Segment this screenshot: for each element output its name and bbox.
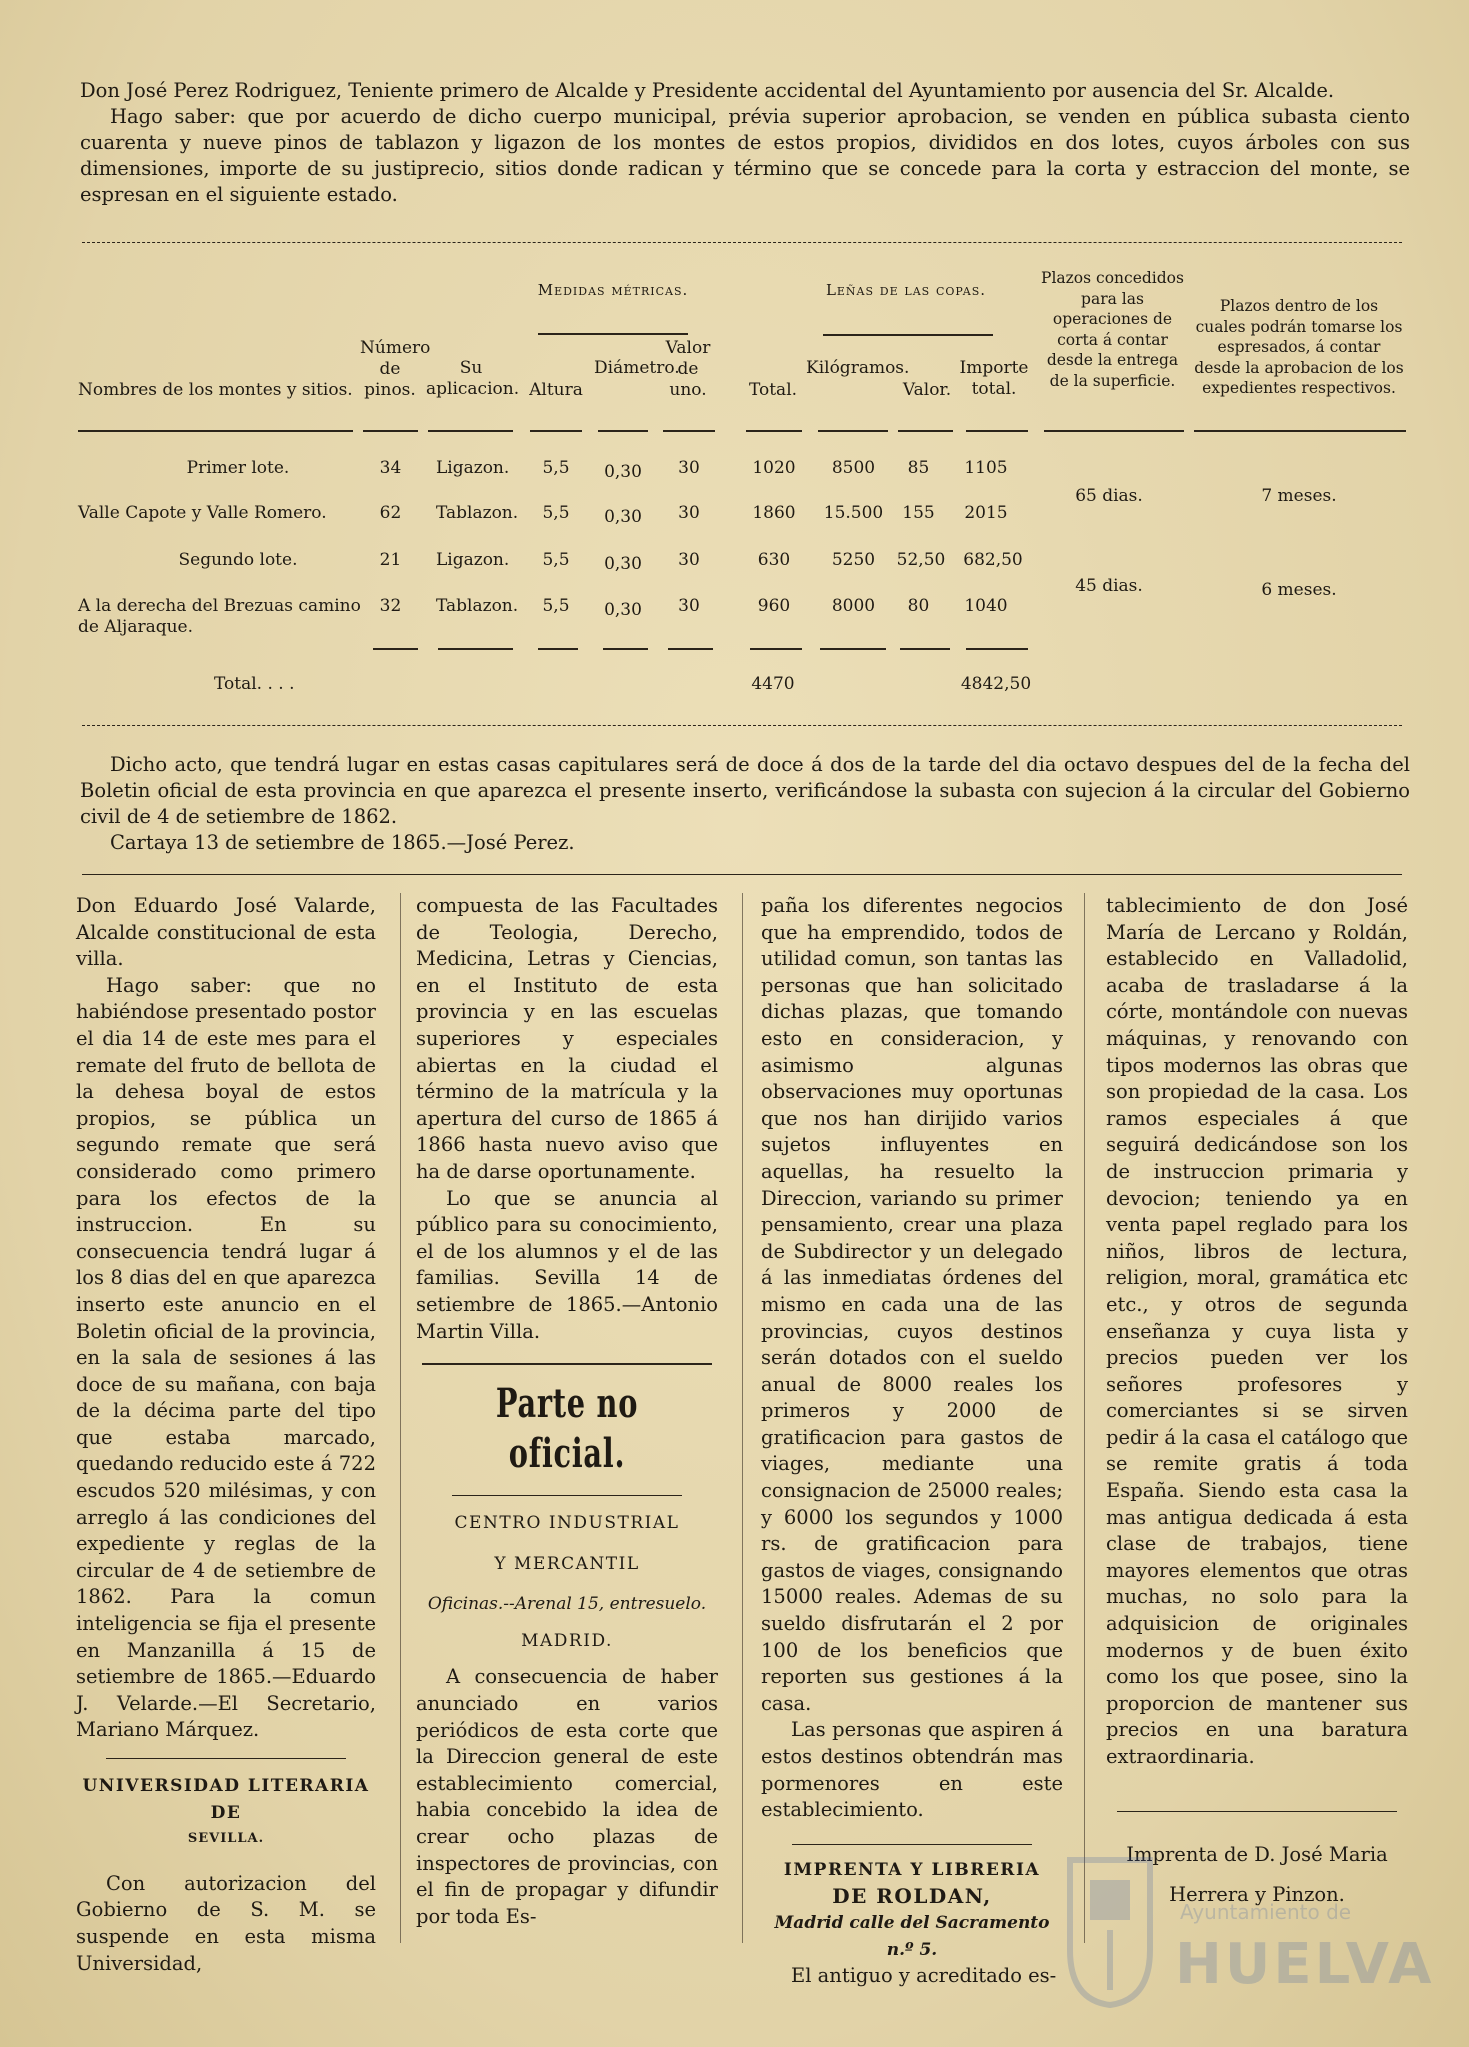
col3-paragraph3: El antiguo y acreditado es- <box>791 1964 1057 1988</box>
table-top-rule <box>82 242 1402 243</box>
row1-total: 1020 <box>752 458 796 478</box>
row1-diam: 0,30 <box>604 462 642 482</box>
huelva-watermark <box>1060 1850 1435 2020</box>
notice-title: Don José Perez Rodriguez, Teniente primero de Alcalde y Presidente accidental del Ayuntamiento por ausencia del Sr. Alcalde. <box>80 79 1335 102</box>
col3-roldan: DE ROLDAN, <box>832 1884 992 1909</box>
col2-paragraph3: A consecuencia de haber anunciado en varios periódicos de esta corte que la Direccion general de este establecimiento comercial, habia concebido la idea de crear ocho plazas de inspectores de provincias, con el fin de propagar y difundir por toda Es- <box>416 1665 718 1928</box>
row3-kg: 5250 <box>831 550 876 570</box>
row3-total: 630 <box>757 550 791 570</box>
hdr-plazos-corta: Plazos concedidos para las operaciones de corta á contar desde la entrega de la superficie. <box>1041 269 1184 390</box>
sum-rule <box>538 648 578 650</box>
lote2-plazo-corta: 45 dias. <box>1075 576 1143 596</box>
sum-rule <box>820 648 886 650</box>
row2-num: 62 <box>379 503 402 523</box>
after-table-notice <box>80 752 1410 856</box>
row2-total: 1860 <box>752 503 796 523</box>
hdr-aplicacion: Su aplicacion. <box>426 358 520 399</box>
hdr-valor-uno: Valor de uno. <box>665 338 711 400</box>
row3-apl: Ligazon. <box>436 550 510 570</box>
row1-val: 30 <box>678 458 700 478</box>
hdr-kilogramos: Kilógramos. <box>806 358 910 378</box>
hdr-underline <box>428 430 513 432</box>
row3-nombre: Segundo lote. <box>178 550 298 570</box>
row2-apl: Tablazon. <box>436 503 519 523</box>
row2-kg: 15.500 <box>823 503 884 523</box>
row3-alt: 5,5 <box>542 550 570 570</box>
row4-val: 30 <box>678 596 700 616</box>
row3-num: 21 <box>379 550 402 570</box>
watermark-small-text: Ayuntamiento de <box>1180 1900 1352 1924</box>
col4-imprenta: Imprenta de D. José Maria <box>1126 1842 1388 1866</box>
hdr-underline <box>1194 430 1406 432</box>
col1-heading: UNIVERSIDAD LITERARIA DE <box>82 1776 370 1823</box>
row3-importe: 682,50 <box>963 550 1023 570</box>
section-rule <box>82 874 1402 875</box>
hdr-underline <box>966 430 1028 432</box>
row4-nombre: A la derecha del Brezuas camino de Aljaraque. <box>78 596 361 637</box>
row3-val: 30 <box>678 550 700 570</box>
col2-paragraph2: Lo que se anuncia al público para su conocimiento, el de los alumnos y el de las familias. Sevilla 14 de setiembre de 1865.—Antonio Martin Villa. <box>416 1186 718 1343</box>
col4-herrera: Herrera y Pinzon. <box>1169 1883 1345 1907</box>
hdr-nombres: Nombres de los montes y sitios. <box>78 380 353 400</box>
lote1-plazo-expediente: 7 meses. <box>1261 486 1337 506</box>
col2-mercantil: Y MERCANTIL <box>494 1553 640 1574</box>
hdr-altura: Altura <box>529 380 583 400</box>
row2-valor: 155 <box>902 503 935 523</box>
row4-num: 32 <box>379 596 402 616</box>
col4-separator <box>1117 1811 1397 1812</box>
col1-intro: Don Eduardo José Valarde, Alcalde constitucional de esta villa. <box>76 894 376 971</box>
hdr-underline <box>746 430 802 432</box>
hdr-numero: Número de pinos. <box>360 338 431 400</box>
hdr-underline <box>898 430 953 432</box>
row1-nombre: Primer lote. <box>186 458 290 478</box>
medidas-rule <box>538 333 688 335</box>
notice-paragraph: Hago saber: que por acuerdo de dicho cuerpo municipal, prévia superior aprobacion, se venden en pública subasta ciento cuarenta y nueve pinos de tablazon y ligazon de los montes de estos propios, divididos en dos lotes, cuyos árboles con sus dimensiones, importe de su justiprecio, sitios donde radican y término que se concede para la corta y estraccion del monte, se espresan en el siguiente estado. <box>80 105 1410 206</box>
column-4 <box>1106 893 1408 1909</box>
row3-valor: 52,50 <box>896 550 946 570</box>
col1-paragraph: Hago saber: que no habiéndose presentado postor el dia 14 de este mes para el remate del fruto de bellota de la dehesa boyal de estos propios, se pública un segundo remate que será considerado como primero para los efectos de la instruccion. En su consecuencia tendrá lugar á los 8 dias del en que aparezca inserto este anuncio en el Boletin oficial de la provincia, en la sala de sesiones á las doce de su mañana, con baja de la décima parte del tipo que estaba marcado, quedando reducido este á 722 escudos 520 milésimas, y con arreglo á las condiciones del expediente y reglas de la circular de 4 de setiembre de 1862. Para la comun inteligencia se fija el presente en Manzanilla á 15 de setiembre de 1865.—Eduardo J. Velarde.—El Secretario, Mariano Márquez. <box>76 973 376 1742</box>
hdr-diametro: Diámetro. <box>594 358 680 378</box>
row3-diam: 0,30 <box>604 554 642 574</box>
top-notice <box>80 78 1410 208</box>
row1-valor: 85 <box>907 458 930 478</box>
hdr-plazos-expedientes: Plazos dentro de los cuales podrán tomarse los espresados, á contar desde la aprobacion de los expedientes respectivos. <box>1194 297 1404 397</box>
coat-of-arms-icon <box>1060 1850 1160 2010</box>
sum-rule <box>438 648 513 650</box>
hdr-importe: Importe total. <box>959 358 1029 399</box>
watermark-big-text: HUELVA <box>1175 1932 1435 1997</box>
row2-importe: 2015 <box>964 503 1008 523</box>
column-1 <box>76 893 376 1977</box>
after-table-paragraph: Dicho acto, que tendrá lugar en estas casas capitulares será de doce á dos de la tarde del dia octavo despues del de la fecha del Boletin oficial de esta provincia en que aparezca el presente inserto, verificándose la subasta con sujecion á la circular del Gobierno civil de 4 de setiembre de 1862. <box>80 753 1410 828</box>
sum-rule <box>603 648 648 650</box>
hdr-underline <box>818 430 888 432</box>
col2-paragraph1: compuesta de las Facultades de Teologia, Derecho, Medicina, Letras y Ciencias, en el Instituto de esta provincia y en las escuelas superiores y especiales abiertas en la ciudad el término de la matrícula y la apertura del curso de 1865 á 1866 hasta nuevo aviso que ha de darse oportunamente. <box>416 894 718 1183</box>
lenas-rule <box>823 334 993 336</box>
hdr-lenas: Leñas de las copas. <box>825 281 987 299</box>
row4-apl: Tablazon. <box>436 596 519 616</box>
col3-address: Madrid calle del Sacramento n.º 5. <box>774 1912 1050 1960</box>
hdr-underline <box>78 430 353 432</box>
sum-rule <box>750 648 802 650</box>
col3-separator <box>792 1844 1032 1845</box>
hdr-underline <box>598 430 648 432</box>
sum-rule <box>900 648 950 650</box>
after-table-signature: Cartaya 13 de setiembre de 1865.—José Perez. <box>110 831 575 854</box>
row2-nombre: Valle Capote y Valle Romero. <box>78 503 327 523</box>
row1-apl: Ligazon. <box>436 458 510 478</box>
hdr-underline <box>663 430 715 432</box>
col1-separator <box>106 1758 346 1759</box>
col2-oficinas: Oficinas.--Arenal 15, entresuelo. <box>427 1594 707 1615</box>
row1-importe: 1105 <box>964 458 1008 478</box>
total-total: 4470 <box>751 674 795 694</box>
row2-diam: 0,30 <box>604 507 642 527</box>
hdr-underline <box>530 430 582 432</box>
column-2 <box>416 893 718 1930</box>
col3-paragraph1: paña los diferentes negocios que ha emprendido, todos de utilidad comun, son tantas las personas que han solicitado dichas plazas, que tomando esto en consideracion, y asimismo algunas observaciones muy oportunas que nos han dirijido varios sujetos influyentes en aquellas, ha resuelto la Direccion, variando su primer pensamiento, crear una plaza de Subdirector y un delegado á las inmediatas órdenes del mismo en cada una de las provincias, cuyos destinos serán dotados con el sueldo anual de 8000 reales los primeros y 2000 de gratificacion para gastos de viages, mediante una consignacion de 25000 reales; y 6000 los segundos y 1000 rs. de gratificacion para gastos de viages, consignando 15000 reales. Ademas de su sueldo disfrutarán el 2 por 100 de los beneficios que reporten sus gestiones á la casa. <box>761 894 1063 1715</box>
lote1-plazo-corta: 65 dias. <box>1075 486 1143 506</box>
parte-no-oficial-heading: Parte no oficial. <box>495 1380 639 1478</box>
hdr-medidas: Medidas métricas. <box>537 281 689 299</box>
row1-kg: 8500 <box>831 458 876 478</box>
row1-num: 34 <box>379 458 402 478</box>
total-label: Total. . . . <box>214 674 295 694</box>
col3-imprenta: IMPRENTA Y LIBRERIA <box>783 1859 1041 1880</box>
lote2-plazo-expediente: 6 meses. <box>1261 580 1337 600</box>
col1-paragraph2: Con autorizacion del Gobierno de S. M. se suspende en esta misma Universidad, <box>76 1871 376 1975</box>
sum-rule <box>373 648 418 650</box>
col3-paragraph2: Las personas que aspiren á estos destinos obtendrán mas pormenores en este establecimiento. <box>761 1718 1063 1822</box>
row4-diam: 0,30 <box>604 600 642 620</box>
col4-paragraph1: tablecimiento de don José María de Lercano y Roldán, establecido en Valladolid, acaba de trasladarse á la córte, montándole con nuevas máquinas, y renovando con tipos modernos las obras que son propiedad de la casa. Los ramos especiales á que seguirá dedicándose son los de instruccion primaria y devocion; teniendo ya en venta papel reglado para los niños, libros de lectura, religion, moral, gramática etc etc., y otros de segunda enseñanza y cuya lista y precios pueden ver los señores profesores y comerciantes si se sirven pedir á la casa el catálogo que se remite gratis á toda España. Siendo esta casa la mas antigua dedicada á esta clase de trabajos, tiene mayores elementos que otras muchas, no solo para la adquisicion de originales modernos y de buen éxito como los que posee, sino la proporcion de mantener sus precios en una baratura extraordinaria. <box>1106 894 1408 1768</box>
col2-centro-industrial: CENTRO INDUSTRIAL <box>454 1513 680 1534</box>
hdr-underline <box>363 430 418 432</box>
row4-valor: 80 <box>907 596 930 616</box>
total-importe: 4842,50 <box>960 674 1032 694</box>
row2-alt: 5,5 <box>542 503 570 523</box>
col2-madrid: MADRID. <box>521 1630 613 1651</box>
sum-rule <box>668 648 713 650</box>
row4-importe: 1040 <box>964 596 1008 616</box>
row4-total: 960 <box>757 596 791 616</box>
col2-separator2 <box>452 1495 682 1496</box>
row1-alt: 5,5 <box>542 458 570 478</box>
sum-rule <box>966 648 1028 650</box>
column-3 <box>761 893 1063 1990</box>
row4-alt: 5,5 <box>542 596 570 616</box>
hdr-total: Total. <box>748 380 798 400</box>
col2-separator <box>422 1363 712 1365</box>
table-bottom-rule <box>82 725 1402 726</box>
hdr-valor: Valor. <box>902 380 952 400</box>
col1-subheading: SEVILLA. <box>187 1831 265 1847</box>
hdr-underline <box>1044 430 1184 432</box>
row4-kg: 8000 <box>831 596 876 616</box>
row2-val: 30 <box>678 503 700 523</box>
